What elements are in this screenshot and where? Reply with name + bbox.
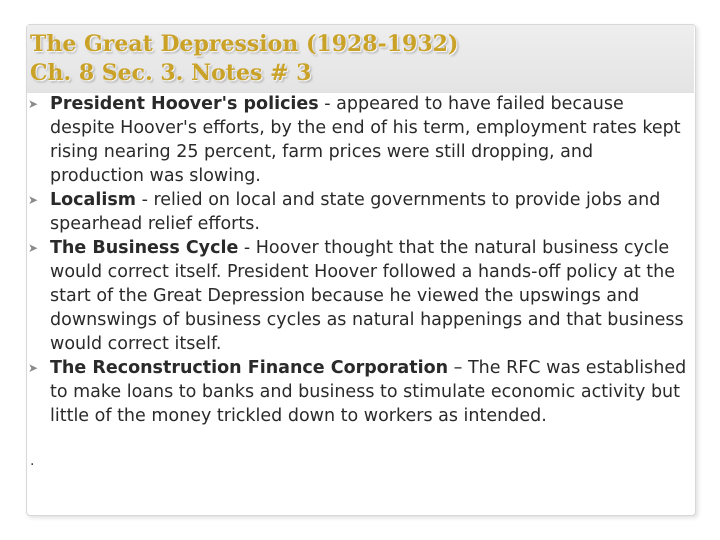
bullet-term: The Business Cycle	[50, 238, 239, 258]
bullet-text: - appeared to have failed because despite Hoover's efforts, by the end of his term, employment rates kept rising nearing 25 percent, farm prices were still dropping, and production was slowing.	[50, 94, 681, 186]
trailing-mark: .	[30, 453, 35, 469]
arrowhead-bullet-icon: ➤	[28, 361, 39, 375]
bullet-hoover-policies	[28, 92, 692, 188]
arrowhead-bullet-icon: ➤	[28, 193, 39, 207]
bullet-business-cycle	[28, 236, 692, 356]
slide-title	[30, 30, 458, 88]
slide-title-line-1: The Great Depression (1928-1932)	[30, 31, 459, 57]
bullet-term: President Hoover's policies	[50, 94, 319, 114]
bullet-term: Localism	[50, 190, 137, 210]
bullet-term: The Reconstruction Finance Corporation	[50, 358, 449, 378]
bullet-rfc	[28, 356, 692, 428]
bullet-text: - Hoover thought that the natural business cycle would correct itself. President Hoover followed a hands-off policy at the start of the Great Depression because he viewed the upswings and downswings of business cycles as natural happenings and that business would correct itself.	[50, 238, 684, 354]
bullet-text: - relied on local and state governments to provide jobs and spearhead relief efforts.	[50, 190, 661, 234]
bullet-text: – The RFC was established to make loans to banks and business to stimulate economic activity but little of the money trickled down to workers as intended.	[50, 358, 687, 426]
slide-title-line-2: Ch. 8 Sec. 3. Notes # 3	[30, 60, 312, 86]
notes-bullet-list	[28, 92, 692, 428]
bullet-localism	[28, 188, 692, 236]
arrowhead-bullet-icon: ➤	[28, 241, 39, 255]
arrowhead-bullet-icon: ➤	[28, 97, 39, 111]
